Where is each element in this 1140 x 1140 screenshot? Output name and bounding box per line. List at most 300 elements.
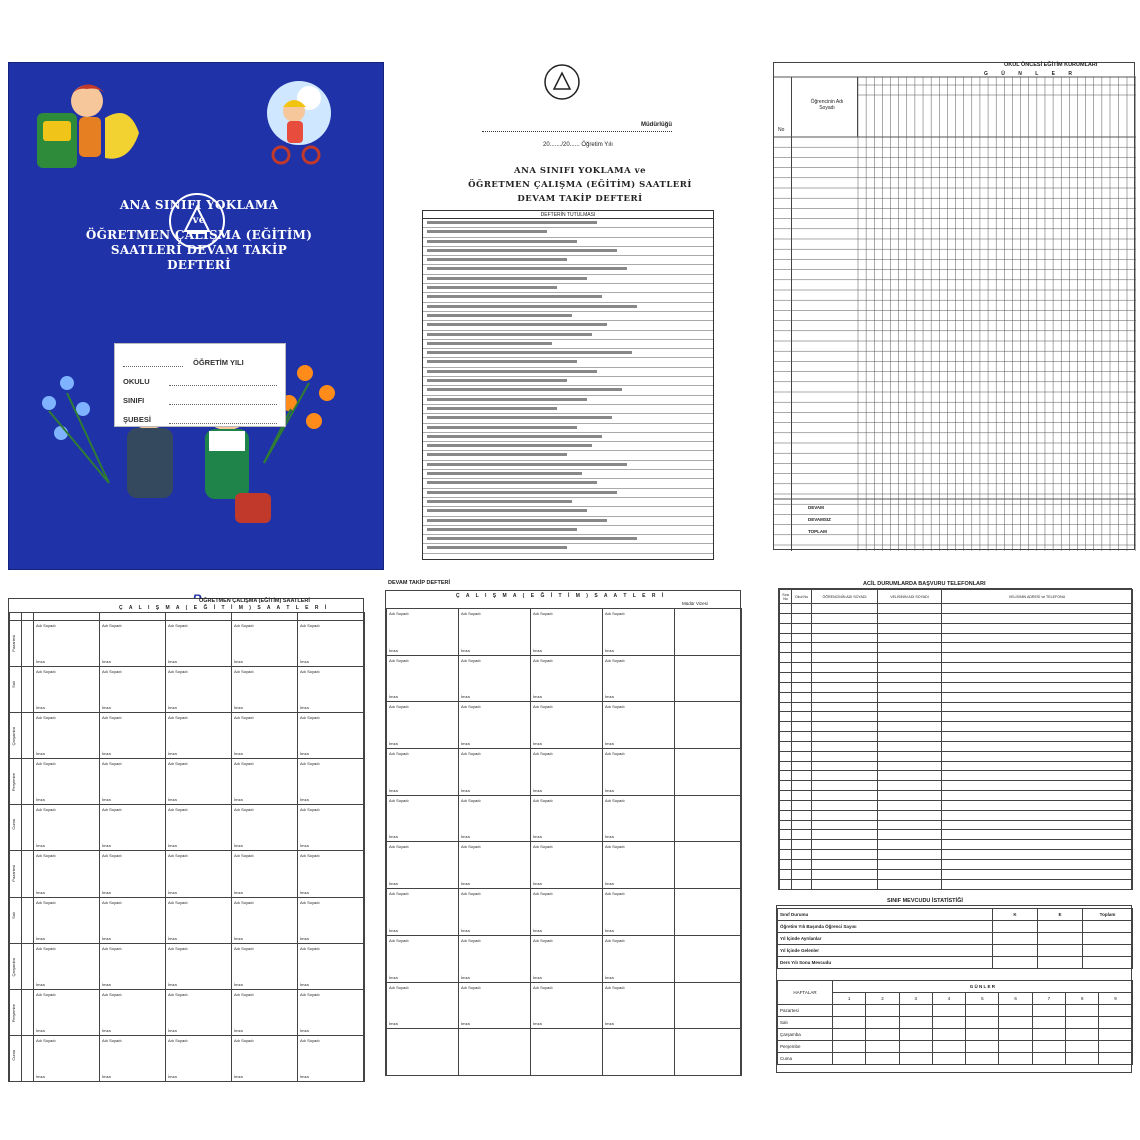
- stats-cell: [833, 1053, 866, 1065]
- table-row: [778, 957, 1133, 969]
- phone-cell: [942, 869, 1133, 879]
- days-header: G Ü N L E R: [984, 71, 1078, 77]
- title-page: [420, 62, 720, 572]
- notes-cell: [675, 795, 742, 842]
- phone-cell: [942, 672, 1133, 682]
- signature-cell: Adı Soyadı İmza: [387, 842, 459, 889]
- instruction-line: [423, 228, 713, 237]
- phone-cell: [878, 722, 942, 732]
- stats-cell: [993, 921, 1038, 933]
- phone-cell: [812, 692, 878, 702]
- instruction-line: [423, 331, 713, 340]
- notes-cell: [675, 842, 742, 889]
- phone-cell: [792, 682, 812, 692]
- phone-cell: [812, 722, 878, 732]
- day-cell: Perşembe: [10, 759, 22, 805]
- stats-cell: [1083, 945, 1133, 957]
- phone-cell: [878, 623, 942, 633]
- notes-cell: [675, 982, 742, 1029]
- signature-cell: Adı Soyadı İmza: [100, 989, 166, 1035]
- table-row: [780, 623, 1133, 633]
- signature-cell: Adı Soyadı İmza: [603, 982, 675, 1029]
- phone-cell: [780, 771, 792, 781]
- signature-cell: Adı Soyadı İmza: [531, 655, 603, 702]
- phone-cell: [812, 623, 878, 633]
- table-row: [10, 943, 365, 989]
- header-cell: [166, 613, 232, 621]
- phone-cell: [942, 771, 1133, 781]
- signature-cell: Adı Soyadı İmza: [459, 655, 531, 702]
- notes-cell: [675, 935, 742, 982]
- phone-cell: [812, 741, 878, 751]
- signature-cell: Adı Soyadı İmza: [166, 897, 232, 943]
- stats-row-label: Yıl İçinde Gelenler: [778, 945, 993, 957]
- phone-cell: [878, 860, 942, 870]
- instruction-line: [423, 368, 713, 377]
- signature-cell: Adı Soyadı İmza: [459, 889, 531, 936]
- phone-cell: [812, 613, 878, 623]
- signature-cell: Adı Soyadı İmza: [34, 621, 100, 667]
- signature-cell: Adı Soyadı İmza: [232, 759, 298, 805]
- signature-cell: Adı Soyadı İmza: [531, 982, 603, 1029]
- instruction-line: [423, 517, 713, 526]
- signature-cell: Adı Soyadı İmza: [531, 935, 603, 982]
- phone-cell: [792, 771, 812, 781]
- phone-cell: [878, 663, 942, 673]
- instruction-line: [423, 256, 713, 265]
- table-row: [780, 604, 1133, 614]
- stats-cell: [1099, 1053, 1132, 1065]
- stats-header-cell: Sınıf Durumu: [778, 909, 993, 921]
- weekday-label: Çarşamba: [778, 1029, 833, 1041]
- phone-cell: [942, 732, 1133, 742]
- signature-cell: Adı Soyadı İmza: [232, 621, 298, 667]
- day-cell: Cuma: [10, 805, 22, 851]
- instruction-line: [423, 312, 713, 321]
- stats-cell: [1066, 1005, 1099, 1017]
- signature-cell: Adı Soyadı İmza: [298, 805, 365, 851]
- phone-cell: [792, 840, 812, 850]
- signature-cell: Adı Soyadı İmza: [34, 759, 100, 805]
- phone-cell: [878, 682, 942, 692]
- stats-cell: [1032, 1017, 1065, 1029]
- stats-row-label: Ders Yılı Sonu Mevcudu: [778, 957, 993, 969]
- signature-cell: Adı Soyadı İmza: [100, 897, 166, 943]
- phone-cell: [942, 879, 1133, 889]
- attendance-title: OKUL ÖNCESİ EĞİTİM KURUMLARI: [1004, 62, 1098, 68]
- devam-table: [386, 608, 742, 1076]
- phone-cell: [878, 761, 942, 771]
- phone-cell: [812, 781, 878, 791]
- signature-cell: Adı Soyadı İmza: [100, 943, 166, 989]
- table-row: [387, 935, 742, 982]
- phone-cell: [878, 712, 942, 722]
- phone-cell: [780, 672, 792, 682]
- stats-cell: [1099, 1041, 1132, 1053]
- phone-cell: [942, 663, 1133, 673]
- phone-cell: [942, 692, 1133, 702]
- signature-cell: Adı Soyadı İmza: [232, 667, 298, 713]
- table-row: [780, 810, 1133, 820]
- signature-cell: Adı Soyadı İmza: [459, 609, 531, 656]
- spacer-cell: [22, 1035, 34, 1081]
- instruction-line: [423, 284, 713, 293]
- stats-cell: [1038, 933, 1083, 945]
- spacer-cell: [22, 897, 34, 943]
- stats-cell: [999, 1041, 1032, 1053]
- stats-cell: [932, 1041, 965, 1053]
- phone-cell: [792, 653, 812, 663]
- signature-cell: Adı Soyadı İmza: [603, 655, 675, 702]
- phone-cell: [812, 663, 878, 673]
- table-row: [780, 840, 1133, 850]
- phone-cell: [812, 653, 878, 663]
- instruction-line: [423, 544, 713, 553]
- instruction-line: [423, 219, 713, 228]
- signature-cell: Adı Soyadı İmza: [166, 989, 232, 1035]
- header-cell: [10, 613, 22, 621]
- signature-cell: Adı Soyadı İmza: [100, 713, 166, 759]
- signature-cell: Adı Soyadı İmza: [531, 702, 603, 749]
- branch-row: ŞUBESİ: [123, 405, 277, 424]
- table-row: [780, 613, 1133, 623]
- phone-cell: [812, 732, 878, 742]
- phone-table: [779, 589, 1133, 890]
- stats-cell: [1032, 1053, 1065, 1065]
- phone-cell: [780, 682, 792, 692]
- phone-cell: [780, 761, 792, 771]
- stats-cell: [993, 933, 1038, 945]
- footer-devam: DEVAM: [808, 505, 824, 510]
- signature-cell: Adı Soyadı İmza: [387, 609, 459, 656]
- phone-cell: [792, 791, 812, 801]
- stats-cell: [833, 1029, 866, 1041]
- signature-cell: Adı Soyadı İmza: [166, 1035, 232, 1081]
- phone-cell: [942, 860, 1133, 870]
- meb-logo-icon: [542, 62, 582, 102]
- signature-cell: Adı Soyadı İmza: [100, 621, 166, 667]
- class-row: SINIFI: [123, 386, 277, 405]
- phone-cell: [780, 702, 792, 712]
- phone-cell: [942, 653, 1133, 663]
- signature-cell: Adı Soyadı İmza: [100, 759, 166, 805]
- footer-toplam: TOPLAM: [808, 529, 827, 534]
- phone-cell: [792, 702, 812, 712]
- signature-cell: Adı Soyadı İmza: [34, 897, 100, 943]
- table-row: [780, 732, 1133, 742]
- instruction-line: [423, 321, 713, 330]
- list-header: DEFTERİN TUTULMASI: [423, 211, 713, 219]
- instruction-line: [423, 424, 713, 433]
- phone-cell: [878, 751, 942, 761]
- phone-cell: [942, 741, 1133, 751]
- week-number: 5: [966, 993, 999, 1005]
- phone-cell: [780, 653, 792, 663]
- phone-cell: [942, 800, 1133, 810]
- stats-row-label: Öğretim Yılı Başında Öğrenci Sayısı: [778, 921, 993, 933]
- table-row: [778, 1053, 1133, 1065]
- stats-cell: [966, 1005, 999, 1017]
- phone-cell: [780, 722, 792, 732]
- signature-cell: Adı Soyadı İmza: [100, 667, 166, 713]
- instruction-line: [423, 396, 713, 405]
- week-number: 9: [1099, 993, 1132, 1005]
- table-row: [387, 749, 742, 796]
- phone-cell: [812, 771, 878, 781]
- table-row: [780, 663, 1133, 673]
- instruction-line: [423, 433, 713, 442]
- stats-cell: [999, 1005, 1032, 1017]
- phone-cell: [812, 682, 878, 692]
- stats-cell: [899, 1041, 932, 1053]
- table-row: [10, 1035, 365, 1081]
- stats-cell: [1066, 1017, 1099, 1029]
- signature-cell: Adı Soyadı İmza: [232, 1035, 298, 1081]
- phone-cell: [792, 869, 812, 879]
- table-row: [780, 682, 1133, 692]
- table-row: [10, 805, 365, 851]
- stats-cell: [1038, 945, 1083, 957]
- work-hours-subtitle: Ç A L I Ş M A ( E Ğ İ T İ M ) S A A T L E R İ: [119, 605, 329, 611]
- instruction-line: [423, 303, 713, 312]
- table-row: [10, 897, 365, 943]
- table-row: [780, 830, 1133, 840]
- table-row: [387, 702, 742, 749]
- signature-cell: Adı Soyadı İmza: [531, 749, 603, 796]
- signature-cell: Adı Soyadı İmza: [603, 935, 675, 982]
- phone-cell: [780, 712, 792, 722]
- phone-cell: [780, 751, 792, 761]
- instruction-line: [423, 238, 713, 247]
- phone-cell: [780, 820, 792, 830]
- signature-cell: Adı Soyadı İmza: [100, 851, 166, 897]
- stats-cell: [932, 1053, 965, 1065]
- table-row: [10, 667, 365, 713]
- stats-cell: [966, 1041, 999, 1053]
- title-line-2: ÖĞRETMEN ÇALIŞMA (EĞİTİM) SAATLERİ: [468, 180, 692, 190]
- phone-cell: [942, 702, 1133, 712]
- signature-cell: Adı Soyadı İmza: [166, 759, 232, 805]
- work-hours-sheet: [8, 598, 364, 1082]
- phone-cell: [942, 751, 1133, 761]
- no-column: No: [774, 77, 792, 551]
- table-row: [780, 820, 1133, 830]
- table-row: [778, 1017, 1133, 1029]
- phone-cell: [878, 692, 942, 702]
- phone-cell: [780, 663, 792, 673]
- stats-cell: [1099, 1017, 1132, 1029]
- notes-cell: [675, 1029, 742, 1076]
- weekday-label: Perşembe: [778, 1041, 833, 1053]
- instruction-line: [423, 349, 713, 358]
- phone-cell: [792, 613, 812, 623]
- signature-cell: Adı Soyadı İmza: [298, 989, 365, 1035]
- day-cell: Çarşamba: [10, 943, 22, 989]
- signature-cell: Adı Soyadı İmza: [603, 749, 675, 796]
- phone-cell: [780, 781, 792, 791]
- instruction-line: [423, 498, 713, 507]
- notes-cell: [675, 609, 742, 656]
- phone-cell: [878, 830, 942, 840]
- signature-cell: Adı Soyadı İmza: [298, 667, 365, 713]
- table-row: [780, 643, 1133, 653]
- signature-cell: Adı Soyadı İmza: [531, 842, 603, 889]
- stats-cell: [1032, 1041, 1065, 1053]
- instruction-line: [423, 442, 713, 451]
- day-cell: Çarşamba: [10, 713, 22, 759]
- week-number: 4: [932, 993, 965, 1005]
- phone-cell: [878, 643, 942, 653]
- phone-cell: [878, 840, 942, 850]
- phone-cell: [942, 643, 1133, 653]
- stats-cell: [866, 1041, 899, 1053]
- school-row: OKULU: [123, 367, 277, 386]
- phone-cell: [792, 741, 812, 751]
- spacer-cell: [22, 805, 34, 851]
- phone-header-cell: Okul No: [792, 590, 812, 604]
- instruction-line: [423, 451, 713, 460]
- spacer-cell: [22, 713, 34, 759]
- signature-cell: Adı Soyadı İmza: [232, 897, 298, 943]
- phone-cell: [812, 643, 878, 653]
- notes-cell: [675, 889, 742, 936]
- signature-cell: Adı Soyadı İmza: [603, 702, 675, 749]
- instruction-line: [423, 405, 713, 414]
- table-row: [778, 1041, 1133, 1053]
- signature-cell: Adı Soyadı İmza: [166, 667, 232, 713]
- week-number: 6: [999, 993, 1032, 1005]
- signature-cell: Adı Soyadı İmza: [387, 889, 459, 936]
- header-cell: [100, 613, 166, 621]
- phone-cell: [812, 633, 878, 643]
- header-cell: [298, 613, 365, 621]
- phone-cell: [942, 682, 1133, 692]
- class-stats-sheet: [776, 898, 1132, 1073]
- instruction-line: [423, 507, 713, 516]
- instruction-line: [423, 461, 713, 470]
- signature-cell: Adı Soyadı İmza: [298, 759, 365, 805]
- cover-illustration: [9, 63, 385, 571]
- table-row: [780, 722, 1133, 732]
- table-row: [780, 781, 1133, 791]
- phone-cell: [792, 800, 812, 810]
- signature-cell: Adı Soyadı İmza: [100, 1035, 166, 1081]
- phone-cell: [780, 850, 792, 860]
- signature-cell: Adı Soyadı İmza: [531, 795, 603, 842]
- phone-cell: [878, 850, 942, 860]
- instruction-line: [423, 535, 713, 544]
- phone-cell: [780, 800, 792, 810]
- work-hours-title: ÖĞRETMEN ÇALIŞMA (EĞİTİM) SAATLERİ: [199, 598, 310, 604]
- stats-cell: [1099, 1005, 1132, 1017]
- phone-cell: [812, 840, 878, 850]
- notes-header: Müdür Vizesi: [682, 601, 708, 606]
- signature-cell: Adı Soyadı İmza: [603, 609, 675, 656]
- instruction-line: [423, 358, 713, 367]
- phone-cell: [792, 810, 812, 820]
- phone-cell: [942, 613, 1133, 623]
- spacer-cell: [22, 851, 34, 897]
- phone-cell: [780, 692, 792, 702]
- table-row: [10, 759, 365, 805]
- phone-cell: [942, 623, 1133, 633]
- weekday-label: Cuma: [778, 1053, 833, 1065]
- table-row: [387, 655, 742, 702]
- table-row: [780, 751, 1133, 761]
- phone-header-cell: VELİSİNİN ADI SOYADI: [878, 590, 942, 604]
- phone-cell: [942, 604, 1133, 614]
- phone-cell: [812, 672, 878, 682]
- instruction-line: [423, 386, 713, 395]
- header-cell: [232, 613, 298, 621]
- phone-cell: [812, 810, 878, 820]
- year-row: ÖĞRETİM YILI: [123, 348, 277, 367]
- day-cell: Perşembe: [10, 989, 22, 1035]
- table-row: [780, 712, 1133, 722]
- table-row: [780, 860, 1133, 870]
- phone-cell: [792, 820, 812, 830]
- table-row: [780, 702, 1133, 712]
- phone-cell: [792, 751, 812, 761]
- signature-cell: Adı Soyadı İmza: [298, 897, 365, 943]
- attendance-log-sheet: [385, 580, 741, 1076]
- phone-cell: [812, 712, 878, 722]
- instruction-line: [423, 293, 713, 302]
- phone-cell: [812, 702, 878, 712]
- table-row: [780, 692, 1133, 702]
- title-line-1: ANA SINIFI YOKLAMA ve: [514, 166, 646, 176]
- table-row: [780, 761, 1133, 771]
- phone-cell: [812, 820, 878, 830]
- stats-title: SINIF MEVCUDU İSTATİSTİĞİ: [887, 898, 963, 904]
- signature-cell: Adı Soyadı İmza: [34, 667, 100, 713]
- phone-cell: [942, 810, 1133, 820]
- table-row: [10, 851, 365, 897]
- phone-cell: [792, 830, 812, 840]
- footer-devamsiz: DEVAMSIZ: [808, 517, 831, 522]
- phone-header-cell: VELİSİNİN ADRESİ ve TELEFONU: [942, 590, 1133, 604]
- attendance-grid: [774, 63, 1136, 551]
- phone-cell: [792, 850, 812, 860]
- weekday-label: Salı: [778, 1017, 833, 1029]
- table-row: [780, 791, 1133, 801]
- phone-cell: [942, 712, 1133, 722]
- phone-cell: [792, 712, 812, 722]
- signature-cell: Adı Soyadı İmza: [166, 713, 232, 759]
- phone-cell: [812, 751, 878, 761]
- phone-cell: [780, 810, 792, 820]
- phone-cell: [792, 663, 812, 673]
- phone-cell: [878, 613, 942, 623]
- table-row: [10, 713, 365, 759]
- phone-title: ACİL DURUMLARDA BAŞVURU TELEFONLARI: [863, 581, 986, 587]
- stats-cell: [1083, 921, 1133, 933]
- stats-header-cell: E: [1038, 909, 1083, 921]
- weekly-stats-table: [777, 980, 1133, 1065]
- phone-cell: [792, 633, 812, 643]
- signature-cell: Adı Soyadı İmza: [459, 935, 531, 982]
- phone-cell: [812, 879, 878, 889]
- signature-cell: Adı Soyadı İmza: [531, 609, 603, 656]
- stats-cell: [999, 1017, 1032, 1029]
- stats-cell: [1066, 1029, 1099, 1041]
- table-row: [10, 621, 365, 667]
- phone-cell: [942, 761, 1133, 771]
- devam-title: DEVAM TAKİP DEFTERİ: [388, 580, 451, 586]
- phone-cell: [780, 879, 792, 889]
- phone-cell: [780, 830, 792, 840]
- table-row: [387, 795, 742, 842]
